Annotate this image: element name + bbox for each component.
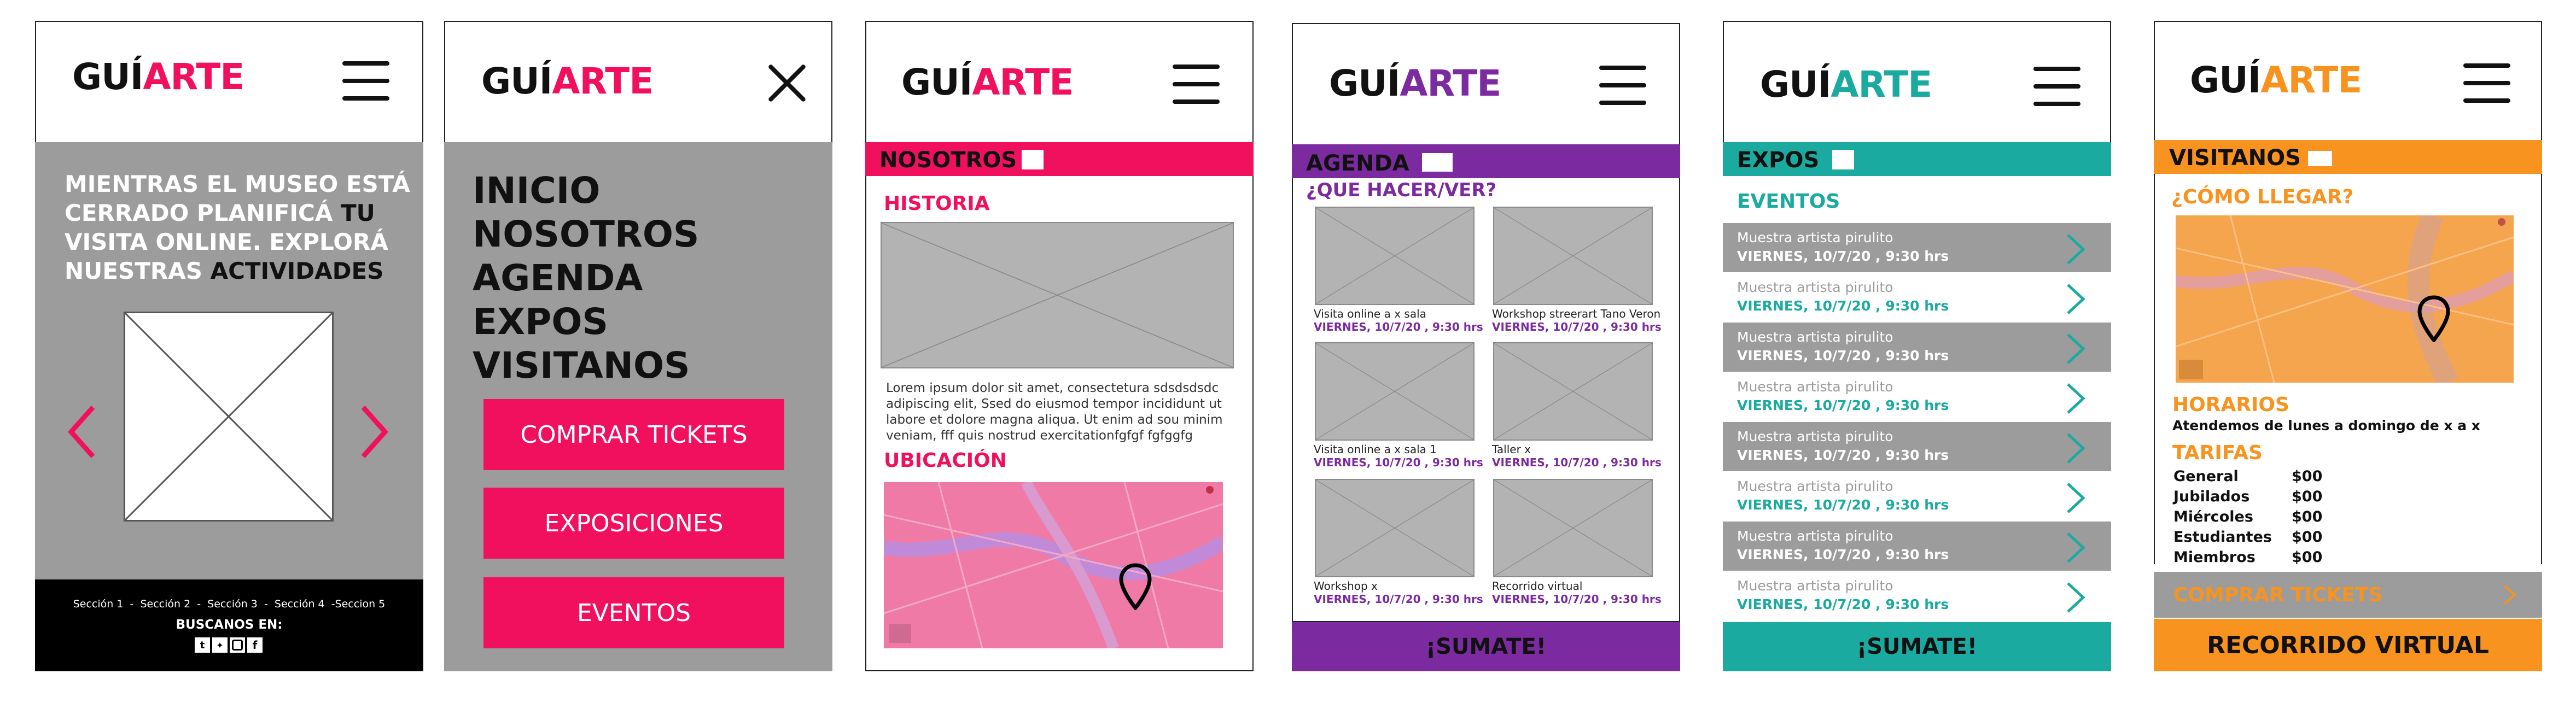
band-title: VISITANOS [2169, 145, 2301, 171]
price-label: Miembros [2173, 549, 2256, 566]
menu-item-inicio[interactable]: INICIO [473, 169, 601, 212]
content-area [1723, 176, 2111, 622]
event-name: Workshop streerart Tano Veron [1492, 307, 1661, 320]
band-title: EXPOS [1737, 148, 1820, 173]
price-value: $00 [2292, 488, 2323, 505]
content-area [2154, 174, 2542, 564]
tarifas-heading: TARIFAS [2172, 442, 2263, 464]
sumate-button[interactable] [1292, 622, 1680, 671]
header [2154, 21, 2542, 143]
exposiciones-button[interactable]: EXPOSICIONES [483, 488, 784, 559]
event-date: VIERNES, 10/7/20 , 9:30 hrs [1492, 593, 1662, 606]
hamburger-icon[interactable] [1173, 65, 1220, 106]
map[interactable] [2176, 215, 2514, 383]
logo[interactable]: GUÍARTE [901, 61, 1074, 103]
screen-expos [1723, 21, 2111, 671]
sumate-label: ¡SUMATE! [1856, 634, 1978, 659]
chevron-right-icon[interactable] [2502, 584, 2518, 606]
recorrido-virtual-label: RECORRIDO VIRTUAL [2207, 631, 2489, 659]
screen-menu [444, 21, 832, 671]
header [444, 21, 832, 143]
chevron-right-icon[interactable] [358, 405, 391, 459]
sumate-label: ¡SUMATE! [1425, 634, 1547, 659]
header [1723, 21, 2111, 143]
expo-row[interactable]: Muestra artista pirulito VIERNES, 10/7/20 , 9:30 hrs [1723, 571, 2111, 620]
hamburger-icon[interactable] [1599, 66, 1646, 107]
menu-item-expos[interactable]: EXPOS [473, 301, 608, 343]
event-date: VIERNES, 10/7/20 , 9:30 hrs [1492, 320, 1662, 333]
band-square [1022, 150, 1044, 169]
screen-agenda [1292, 21, 1680, 671]
band-square [1422, 153, 1453, 172]
comprar-tickets-button[interactable] [2154, 572, 2542, 618]
ubicacion-heading: UBICACIÓN [884, 449, 1007, 472]
section-band [865, 142, 1254, 176]
header [865, 21, 1254, 143]
expo-row[interactable]: Muestra artista pirulito VIERNES, 10/7/20 , 9:30 hrs [1723, 522, 2111, 571]
chevron-right-icon[interactable] [2065, 482, 2087, 514]
hero-section [35, 142, 423, 579]
facebook-icon[interactable]: f [247, 637, 263, 653]
price-label: General [2173, 468, 2239, 485]
price-label: Jubilados [2173, 488, 2250, 505]
event-date: VIERNES, 10/7/20 , 9:30 hrs [1492, 456, 1662, 469]
comprar-tickets-label: COMPRAR TICKETS [2173, 584, 2383, 606]
chevron-right-icon[interactable] [2065, 332, 2087, 365]
event-image[interactable] [1315, 342, 1475, 441]
screen-home [35, 21, 423, 671]
band-square [1832, 150, 1854, 169]
social-icons [195, 637, 263, 653]
map-pin-icon [2416, 295, 2451, 342]
content-area [865, 176, 1254, 671]
expo-row[interactable]: Muestra artista pirulito VIERNES, 10/7/20 , 9:30 hrs [1723, 472, 2111, 521]
footer-sections[interactable]: Sección 1 - Sección 2 - Sección 3 - Sección 4 -Seccion 5 [73, 598, 386, 610]
menu-item-agenda[interactable]: AGENDA [473, 257, 643, 299]
hamburger-icon[interactable] [342, 61, 389, 103]
event-name: Visita online a x sala [1314, 307, 1426, 320]
expo-row[interactable]: Muestra artista pirulito VIERNES, 10/7/20 , 9:30 hrs [1723, 372, 2111, 421]
horarios-heading: HORARIOS [2172, 394, 2289, 416]
carousel-image [124, 312, 334, 522]
close-icon[interactable] [765, 61, 809, 105]
chevron-left-icon[interactable] [66, 405, 98, 459]
horarios-text: Atendemos de lunes a domingo de x a x [2172, 418, 2480, 433]
screen-nosotros [865, 21, 1254, 671]
section-band [1292, 144, 1680, 178]
chevron-right-icon[interactable] [2065, 432, 2087, 465]
header [1292, 23, 1680, 145]
menu-item-nosotros[interactable]: NOSOTROS [473, 213, 700, 255]
screen-visitanos [2154, 21, 2542, 671]
section-band [2154, 140, 2542, 174]
comprar-tickets-button[interactable]: COMPRAR TICKETS [483, 399, 784, 470]
chevron-right-icon[interactable] [2065, 283, 2087, 315]
twitter-icon[interactable]: ✦ [212, 637, 228, 653]
logo[interactable]: GUÍARTE [1329, 62, 1501, 104]
logo[interactable]: GUÍARTE [481, 60, 654, 102]
historia-image [881, 222, 1234, 368]
expo-row[interactable]: Muestra artista pirulito VIERNES, 10/7/20 , 9:30 hrs [1723, 223, 2111, 272]
menu-item-visitanos[interactable]: VISITANOS [473, 344, 690, 386]
logo[interactable]: GUÍARTE [72, 56, 244, 98]
event-image[interactable] [1493, 342, 1653, 441]
footer [35, 579, 423, 671]
event-image[interactable] [1493, 207, 1653, 305]
band-title: AGENDA [1306, 151, 1409, 176]
chevron-right-icon[interactable] [2065, 531, 2087, 564]
price-value: $00 [2292, 508, 2323, 525]
band-title: NOSOTROS [879, 148, 1017, 173]
eventos-heading: EVENTOS [1737, 190, 1840, 213]
logo[interactable]: GUÍARTE [2190, 59, 2362, 101]
recorrido-virtual-button[interactable] [2154, 619, 2542, 671]
band-square [2308, 151, 2332, 166]
price-value: $00 [2292, 549, 2323, 566]
hero-text: MIENTRAS EL MUSEO ESTÁ CERRADO PLANIFICÁ TU VISITA ONLINE. EXPLORÁ NUESTRAS ACTIVIDADES [65, 171, 410, 284]
expo-row[interactable]: Muestra artista pirulito VIERNES, 10/7/20 , 9:30 hrs [1723, 323, 2111, 372]
event-name: Taller x [1492, 443, 1531, 456]
agenda-question: ¿QUE HACER/VER? [1306, 179, 1497, 201]
tumblr-icon[interactable]: t [195, 637, 210, 653]
event-date: VIERNES, 10/7/20 , 9:30 hrs [1314, 593, 1483, 606]
map-pin-icon [1118, 563, 1153, 610]
expo-row[interactable]: Muestra artista pirulito VIERNES, 10/7/20 , 9:30 hrs [1723, 422, 2111, 471]
expo-row[interactable]: Muestra artista pirulito VIERNES, 10/7/20 , 9:30 hrs [1723, 273, 2111, 322]
historia-text: Lorem ipsum dolor sit amet, consectetura sdsdsdsdc adipiscing elit, Ssed do eiusmod tempor incididunt ut labore et dolore magna aliqua. Ut enim ad sou minim veniam, fff quis nostrud exercitationfgfgf fgfggfg [886, 381, 1223, 443]
content-area [1292, 178, 1680, 622]
map[interactable] [884, 482, 1223, 648]
event-image[interactable] [1493, 479, 1653, 577]
header [35, 21, 423, 143]
sumate-button[interactable] [1723, 622, 2111, 671]
price-label: Estudiantes [2173, 529, 2272, 546]
historia-heading: HISTORIA [884, 192, 990, 215]
event-date: VIERNES, 10/7/20 , 9:30 hrs [1314, 320, 1483, 333]
logo[interactable]: GUÍARTE [1760, 63, 1932, 106]
event-name: Visita online a x sala 1 [1314, 443, 1437, 456]
hamburger-icon[interactable] [2463, 63, 2510, 105]
chevron-right-icon[interactable] [2065, 233, 2087, 266]
como-llegar-heading: ¿CÓMO LLEGAR? [2171, 186, 2354, 208]
eventos-button[interactable]: EVENTOS [483, 577, 784, 648]
event-image[interactable] [1315, 207, 1475, 305]
event-name: Recorrido virtual [1492, 579, 1583, 593]
event-date: VIERNES, 10/7/20 , 9:30 hrs [1314, 456, 1483, 469]
chevron-right-icon[interactable] [2065, 382, 2087, 415]
price-value: $00 [2292, 468, 2323, 485]
price-label: Miércoles [2173, 508, 2253, 525]
menu-panel [444, 142, 832, 671]
footer-find-us: BUSCANOS EN: [176, 618, 283, 632]
hamburger-icon[interactable] [2033, 67, 2080, 108]
instagram-icon[interactable] [230, 637, 245, 653]
section-band [1723, 142, 2111, 176]
event-name: Workshop x [1314, 579, 1378, 593]
event-image[interactable] [1315, 479, 1475, 577]
price-value: $00 [2292, 529, 2323, 546]
chevron-right-icon[interactable] [2065, 581, 2087, 614]
